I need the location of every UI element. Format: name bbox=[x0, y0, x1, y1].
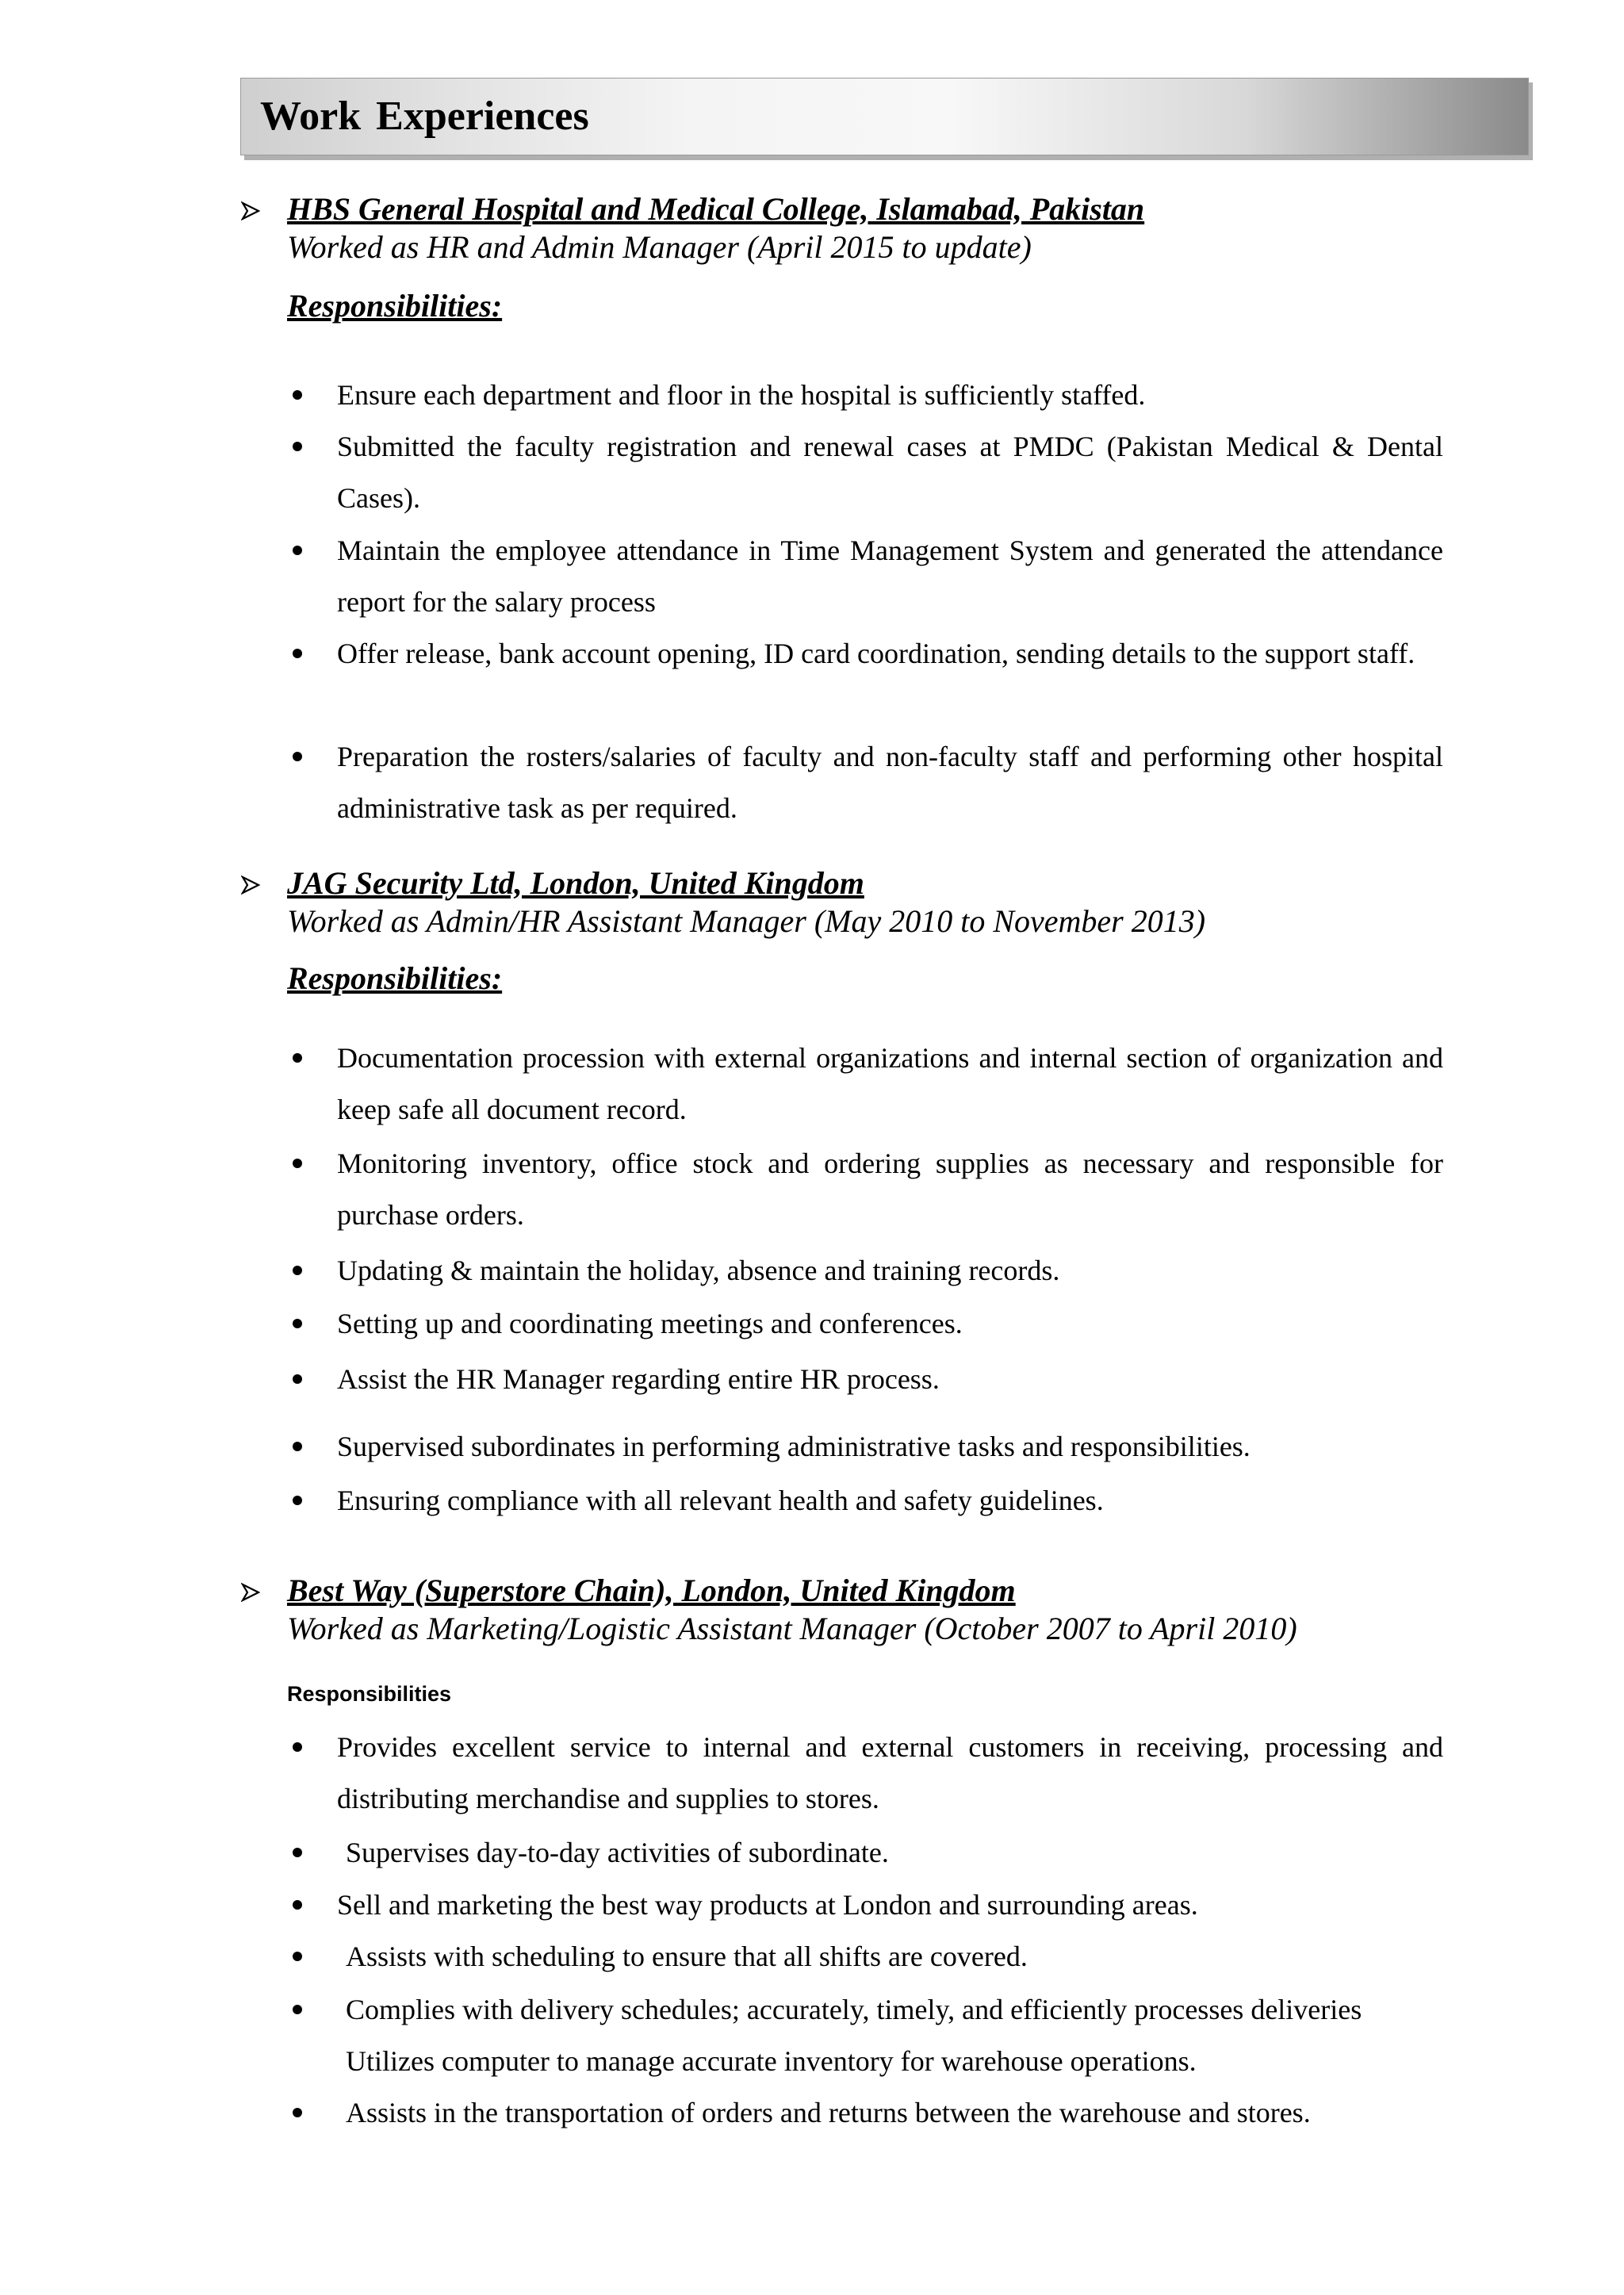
list-item-text: Assists with scheduling to ensure that all shifts are covered. bbox=[346, 1941, 1028, 1972]
bullet-dot-icon bbox=[293, 1848, 302, 1857]
list-item-text: Ensure each department and floor in the hospital is sufficiently staffed. bbox=[337, 379, 1146, 411]
list-item-text: Offer release, bank account opening, ID card coordination, sending details to the support staff. bbox=[337, 638, 1415, 669]
bullet-dot-icon bbox=[293, 390, 302, 400]
responsibilities-heading: Responsibilities: bbox=[287, 288, 503, 324]
list-item-text: Assist the HR Manager regarding entire HR process. bbox=[337, 1363, 940, 1395]
bullet-dot-icon bbox=[293, 1442, 302, 1451]
list-item-text: Provides excellent service to internal and external customers in receiving, processing and distributing merchandise and supplies to stores. bbox=[337, 1731, 1443, 1814]
bullet-dot-icon bbox=[293, 1742, 302, 1752]
list-item-text: Complies with delivery schedules; accurately, timely, and efficiently processes deliveries bbox=[346, 1994, 1362, 2025]
bullet-dot-icon bbox=[293, 442, 302, 451]
bullet-dot-icon bbox=[293, 2108, 302, 2117]
section-title: Work Experiences bbox=[260, 94, 589, 139]
list-item-text: Assists in the transportation of orders and returns between the warehouse and stores. bbox=[346, 2097, 1311, 2128]
bullet-dot-icon bbox=[293, 1374, 302, 1384]
responsibilities-heading: Responsibilities bbox=[287, 1682, 452, 1706]
list-item-text: Updating & maintain the holiday, absence and training records. bbox=[337, 1255, 1060, 1286]
bullet-dot-icon bbox=[293, 1159, 302, 1168]
list-item-text: Sell and marketing the best way products at London and surrounding areas. bbox=[337, 1889, 1198, 1921]
job-role: Worked as Admin/HR Assistant Manager (May 2010 to November 2013) bbox=[287, 903, 1206, 939]
bullet-dot-icon bbox=[293, 649, 302, 658]
bullet-dot-icon bbox=[293, 1900, 302, 1910]
bullet-dot-icon bbox=[293, 1266, 302, 1275]
list-item-text: Preparation the rosters/salaries of faculty and non-faculty staff and performing other hospital administrative task as per required. bbox=[337, 741, 1443, 824]
list-item-text: Ensuring compliance with all relevant health and safety guidelines. bbox=[337, 1485, 1104, 1516]
responsibilities-heading: Responsibilities: bbox=[287, 960, 503, 996]
list-item-text: Supervised subordinates in performing administrative tasks and responsibilities. bbox=[337, 1431, 1251, 1462]
list-item-text: Maintain the employee attendance in Time Management System and generated the attendance report for the salary process bbox=[337, 534, 1443, 618]
list-item-text: Monitoring inventory, office stock and ordering supplies as necessary and responsible for purchase orders. bbox=[337, 1148, 1443, 1231]
list-item-text: Submitted the faculty registration and renewal cases at PMDC (Pakistan Medical & Dental Cases). bbox=[337, 431, 1443, 514]
company-name: Best Way (Superstore Chain), London, United Kingdom bbox=[287, 1573, 1016, 1608]
job-role: Worked as Marketing/Logistic Assistant Manager (October 2007 to April 2010) bbox=[287, 1611, 1297, 1646]
bullet-dot-icon bbox=[293, 1952, 302, 1961]
list-item-text: Utilizes computer to manage accurate inventory for warehouse operations. bbox=[346, 2045, 1197, 2077]
bullet-dot-icon bbox=[293, 1319, 302, 1328]
bullet-dot-icon bbox=[293, 1053, 302, 1063]
bullet-dot-icon bbox=[293, 1496, 302, 1505]
job-role: Worked as HR and Admin Manager (April 2015 to update) bbox=[287, 229, 1032, 265]
bullet-dot-icon bbox=[293, 752, 302, 761]
bullet-dot-icon bbox=[293, 546, 302, 555]
list-item-text: Setting up and coordinating meetings and conferences. bbox=[337, 1308, 963, 1339]
arrowhead-bullet-icon bbox=[241, 201, 260, 220]
arrowhead-bullet-icon bbox=[241, 875, 260, 895]
company-name: HBS General Hospital and Medical College, Islamabad, Pakistan bbox=[287, 191, 1145, 227]
section-header-bar bbox=[240, 78, 1529, 155]
company-name: JAG Security Ltd, London, United Kingdom bbox=[287, 865, 864, 901]
arrowhead-bullet-icon bbox=[241, 1583, 260, 1602]
bullet-dot-icon bbox=[293, 2005, 302, 2014]
list-item-text: Supervises day-to-day activities of subordinate. bbox=[346, 1837, 889, 1868]
list-item-text: Documentation procession with external organizations and internal section of organization and keep safe all document record. bbox=[337, 1042, 1443, 1125]
